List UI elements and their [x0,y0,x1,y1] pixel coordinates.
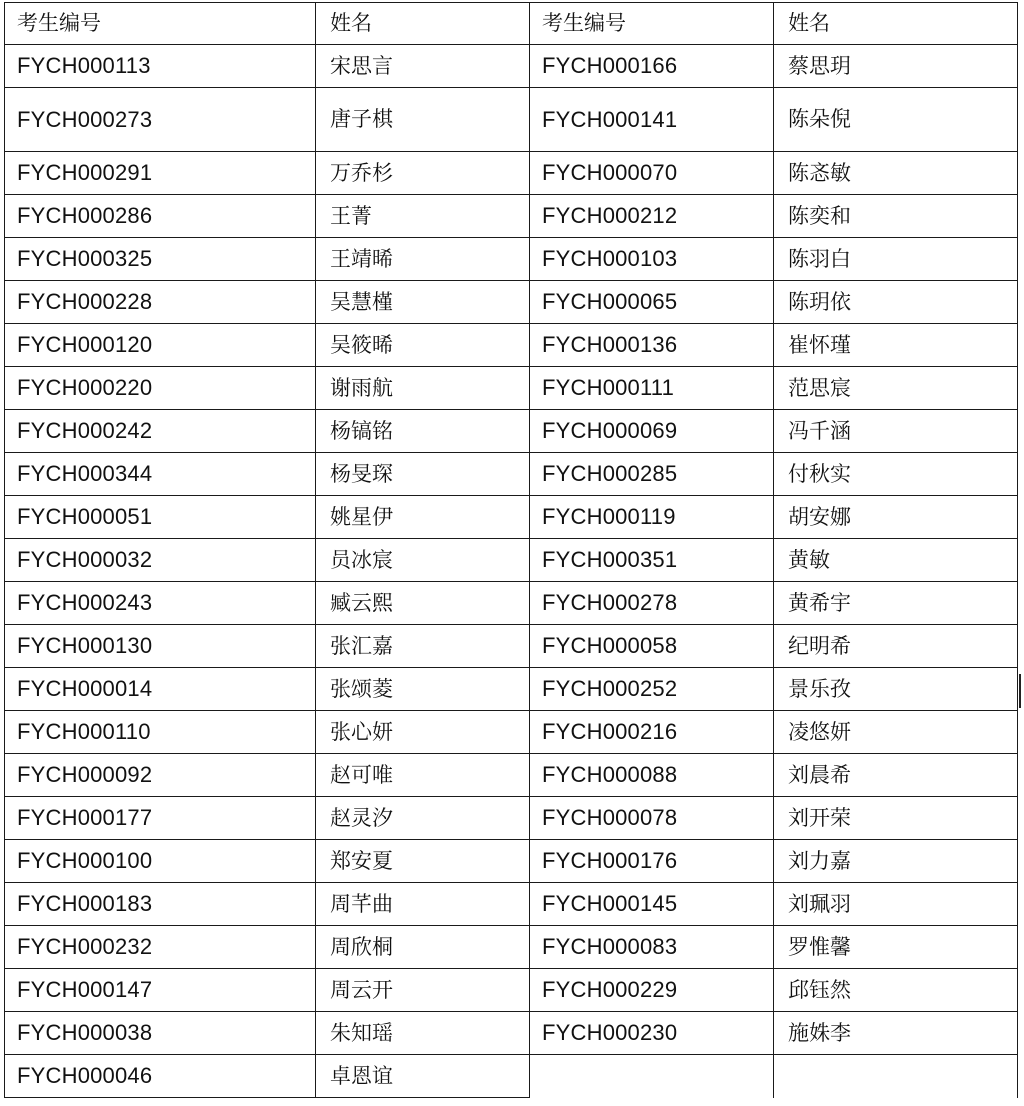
candidate-id-right: FYCH000069 [530,410,774,453]
table-row [5,754,1018,797]
candidate-id-right: FYCH000070 [530,152,774,195]
header-row [5,3,1018,45]
table-row [5,88,1018,152]
candidate-id-right: FYCH000078 [530,797,774,840]
candidate-id-right: FYCH000058 [530,625,774,668]
table-row [5,152,1018,195]
table-row [5,926,1018,969]
table-row [5,367,1018,410]
candidate-table [4,2,1018,1098]
table-row [5,281,1018,324]
candidate-name-left: 唐子棋 [316,88,530,152]
candidate-id-right [530,1055,774,1098]
candidate-id-right: FYCH000141 [530,88,774,152]
candidate-id-left: FYCH000232 [5,926,316,969]
candidate-id-right: FYCH000176 [530,840,774,883]
candidate-name-left: 周芊曲 [316,883,530,926]
header-name-left: 姓名 [316,3,530,45]
table-row [5,45,1018,88]
candidate-name-right: 陈朵倪 [774,88,1018,152]
table-row [5,1012,1018,1055]
candidate-name-right: 黄敏 [774,539,1018,582]
candidate-name-left: 吴筱晞 [316,324,530,367]
table-row [5,711,1018,754]
candidate-name-left: 臧云熙 [316,582,530,625]
candidate-id-right: FYCH000088 [530,754,774,797]
candidate-name-right: 罗惟馨 [774,926,1018,969]
table-row [5,625,1018,668]
candidate-id-left: FYCH000038 [5,1012,316,1055]
table-row [5,195,1018,238]
candidate-id-left: FYCH000177 [5,797,316,840]
candidate-name-right [774,1055,1018,1098]
candidate-id-left: FYCH000325 [5,238,316,281]
candidate-id-right: FYCH000252 [530,668,774,711]
candidate-id-left: FYCH000344 [5,453,316,496]
candidate-id-left: FYCH000243 [5,582,316,625]
candidate-id-left: FYCH000291 [5,152,316,195]
candidate-id-left: FYCH000220 [5,367,316,410]
candidate-name-right: 黄希宇 [774,582,1018,625]
candidate-name-left: 张颂菱 [316,668,530,711]
table-row [5,453,1018,496]
candidate-name-right: 凌悠妍 [774,711,1018,754]
candidate-id-right: FYCH000111 [530,367,774,410]
candidate-name-left: 赵灵汐 [316,797,530,840]
candidate-id-left: FYCH000273 [5,88,316,152]
candidate-id-left: FYCH000051 [5,496,316,539]
table-row [5,668,1018,711]
header-candidate-id-right: 考生编号 [530,3,774,45]
table-row [5,582,1018,625]
candidate-name-left: 王菁 [316,195,530,238]
table-row [5,1055,1018,1098]
header-name-right: 姓名 [774,3,1018,45]
candidate-id-left: FYCH000183 [5,883,316,926]
candidate-id-right: FYCH000285 [530,453,774,496]
table-row [5,840,1018,883]
candidate-name-right: 范思宸 [774,367,1018,410]
table-row [5,410,1018,453]
candidate-name-left: 宋思言 [316,45,530,88]
candidate-name-right: 陈玥依 [774,281,1018,324]
candidate-name-left: 周欣桐 [316,926,530,969]
candidate-id-right: FYCH000083 [530,926,774,969]
candidate-id-right: FYCH000065 [530,281,774,324]
candidate-name-right: 崔怀瑾 [774,324,1018,367]
candidate-name-right: 刘力嘉 [774,840,1018,883]
candidate-name-left: 王靖晞 [316,238,530,281]
candidate-name-right: 施姝李 [774,1012,1018,1055]
candidate-name-right: 纪明希 [774,625,1018,668]
candidate-id-right: FYCH000278 [530,582,774,625]
candidate-name-left: 员冰宸 [316,539,530,582]
candidate-name-right: 刘晨希 [774,754,1018,797]
candidate-name-left: 朱知瑶 [316,1012,530,1055]
candidate-name-right: 邱钰然 [774,969,1018,1012]
candidate-id-right: FYCH000145 [530,883,774,926]
table-row [5,969,1018,1012]
candidate-table-body [5,3,1018,1098]
candidate-name-left: 万乔杉 [316,152,530,195]
candidate-name-left: 张心妍 [316,711,530,754]
candidate-id-left: FYCH000100 [5,840,316,883]
candidate-name-left: 卓恩谊 [316,1055,530,1098]
candidate-name-right: 付秋实 [774,453,1018,496]
candidate-id-left: FYCH000110 [5,711,316,754]
candidate-name-left: 姚星伊 [316,496,530,539]
candidate-id-left: FYCH000242 [5,410,316,453]
header-candidate-id-left: 考生编号 [5,3,316,45]
table-row [5,797,1018,840]
candidate-id-left: FYCH000032 [5,539,316,582]
candidate-name-right: 陈忞敏 [774,152,1018,195]
candidate-name-right: 蔡思玥 [774,45,1018,88]
candidate-name-right: 刘开荣 [774,797,1018,840]
candidate-name-left: 吴慧槿 [316,281,530,324]
candidate-name-left: 郑安夏 [316,840,530,883]
candidate-id-right: FYCH000212 [530,195,774,238]
table-row [5,238,1018,281]
candidate-id-right: FYCH000230 [530,1012,774,1055]
candidate-name-left: 赵可唯 [316,754,530,797]
candidate-name-left: 杨镐铭 [316,410,530,453]
candidate-id-right: FYCH000351 [530,539,774,582]
candidate-name-left: 杨旻琛 [316,453,530,496]
table-row [5,496,1018,539]
candidate-name-right: 景乐孜 [774,668,1018,711]
candidate-id-right: FYCH000216 [530,711,774,754]
candidate-id-left: FYCH000228 [5,281,316,324]
candidate-name-left: 周云开 [316,969,530,1012]
candidate-name-right: 陈羽白 [774,238,1018,281]
candidate-id-left: FYCH000046 [5,1055,316,1098]
scan-edge-mark [1019,674,1021,708]
candidate-id-right: FYCH000229 [530,969,774,1012]
candidate-id-left: FYCH000147 [5,969,316,1012]
candidate-id-right: FYCH000119 [530,496,774,539]
table-row [5,883,1018,926]
candidate-id-left: FYCH000092 [5,754,316,797]
candidate-id-left: FYCH000286 [5,195,316,238]
candidate-name-left: 张汇嘉 [316,625,530,668]
table-row [5,324,1018,367]
candidate-name-right: 陈奕和 [774,195,1018,238]
candidate-id-right: FYCH000166 [530,45,774,88]
candidate-name-right: 刘珮羽 [774,883,1018,926]
candidate-id-left: FYCH000113 [5,45,316,88]
candidate-id-right: FYCH000103 [530,238,774,281]
candidate-id-right: FYCH000136 [530,324,774,367]
candidate-id-left: FYCH000120 [5,324,316,367]
candidate-name-right: 胡安娜 [774,496,1018,539]
table-row [5,539,1018,582]
candidate-id-left: FYCH000130 [5,625,316,668]
candidate-name-right: 冯千涵 [774,410,1018,453]
candidate-name-left: 谢雨航 [316,367,530,410]
candidate-id-left: FYCH000014 [5,668,316,711]
